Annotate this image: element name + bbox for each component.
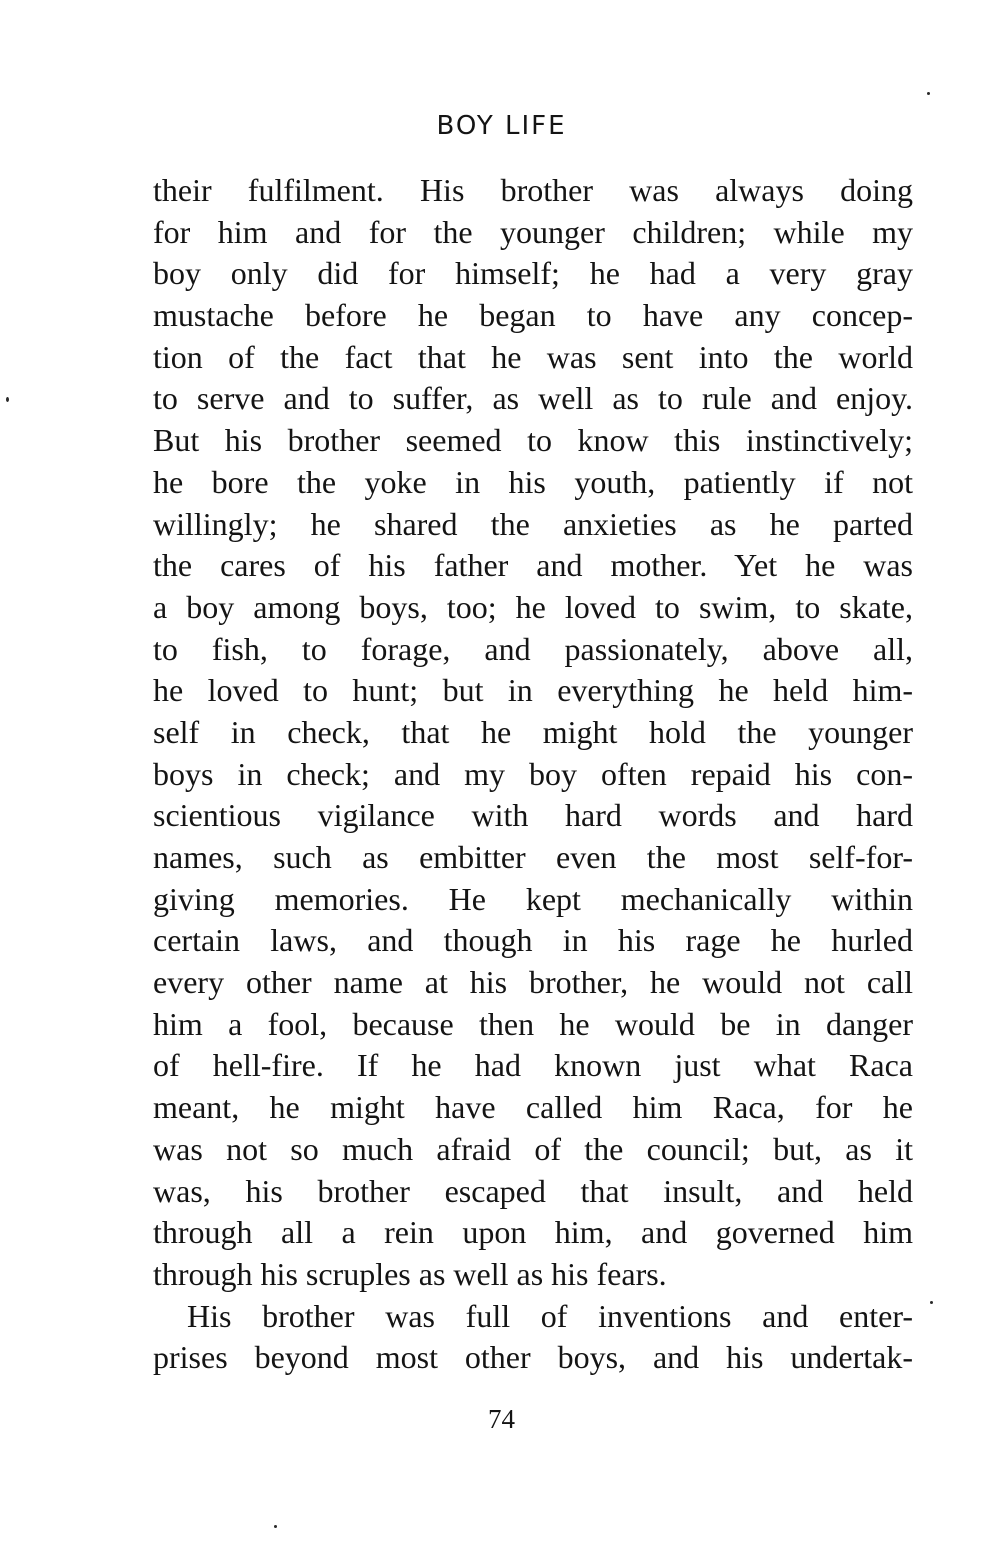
scan-speck [930, 1301, 933, 1304]
text-line: him a fool, because then he would be in danger [153, 1005, 913, 1042]
text-line: through all a rein upon him, and governed him [153, 1214, 913, 1251]
text-line: certain laws, and though in his rage he hurled [153, 922, 913, 959]
text-line: to fish, to forage, and passionately, above all, [153, 630, 913, 667]
text-line: But his brother seemed to know this instinctively; [153, 422, 913, 459]
text-line: every other name at his brother, he would not call [153, 964, 913, 1001]
text-line: names, such as embitter even the most self-for- [153, 839, 913, 875]
text-line: mustache before he began to have any concep- [153, 297, 913, 334]
body-text [153, 170, 913, 1379]
text-line: boy only did for himself; he had a very gray [153, 255, 913, 292]
text-line: prises beyond most other boys, and his undertak- [153, 1339, 913, 1376]
text-line: meant, he might have called him Raca, for he [153, 1089, 913, 1126]
text-line: he loved to hunt; but in everything he held him- [153, 672, 913, 709]
page-number: 74 [488, 1404, 515, 1434]
text-line: their fulfilment. His brother was always doing [153, 172, 913, 208]
text-line: willingly; he shared the anxieties as he parted [153, 505, 913, 542]
scan-speck [274, 1525, 277, 1528]
text-line: scientious vigilance with hard words and hard [153, 797, 913, 834]
scan-speck [6, 397, 9, 402]
text-line: self in check, that he might hold the younger [153, 713, 913, 750]
text-line: of hell-fire. If he had known just what Raca [153, 1047, 913, 1084]
text-line: for him and for the younger children; while my [153, 213, 913, 250]
text-line: His brother was full of inventions and enter- [187, 1297, 913, 1334]
text-line: through his scruples as well as his fears. [153, 1255, 667, 1292]
running-head: BOY LIFE [436, 111, 567, 141]
text-line: was not so much afraid of the council; but, as it [153, 1130, 913, 1167]
text-line: boys in check; and my boy often repaid his con- [153, 755, 913, 792]
text-line: he bore the yoke in his youth, patiently if not [153, 463, 913, 500]
text-line: to serve and to suffer, as well as to rule and enjoy. [153, 380, 913, 417]
paragraph-1 [153, 170, 913, 1296]
text-line: was, his brother escaped that insult, and held [153, 1172, 913, 1209]
paragraph-2 [153, 1296, 913, 1379]
text-line: the cares of his father and mother. Yet he was [153, 547, 913, 584]
scan-speck [927, 92, 930, 95]
text-line: a boy among boys, too; he loved to swim, to skate, [153, 588, 913, 625]
text-line: tion of the fact that he was sent into the world [153, 338, 913, 375]
text-line: giving memories. He kept mechanically within [153, 880, 913, 917]
